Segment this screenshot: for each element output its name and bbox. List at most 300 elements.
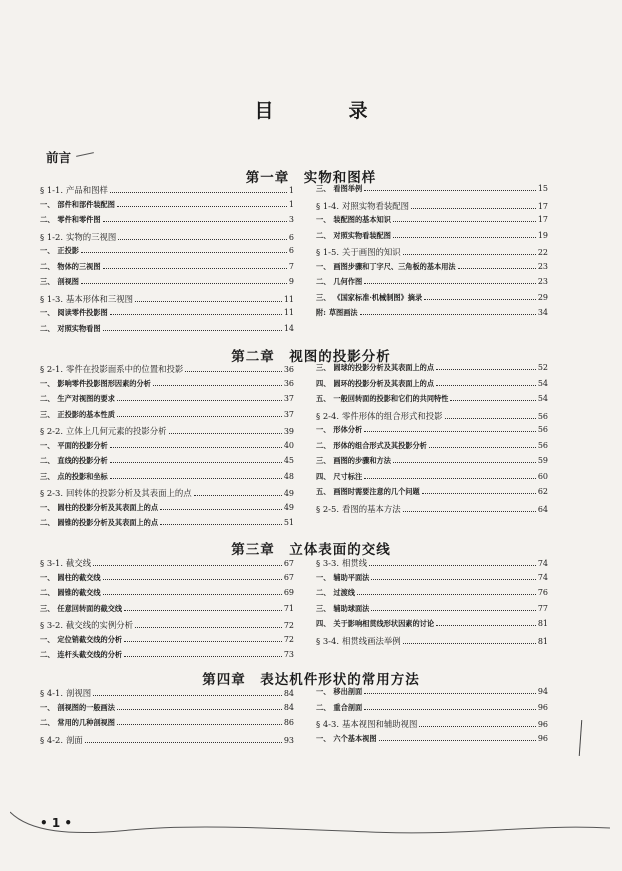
chapter-3-left-column — [40, 557, 294, 666]
entry-leader-dots — [110, 314, 282, 315]
entry-leader-dots — [411, 208, 536, 209]
entry-page-number: 37 — [283, 394, 294, 403]
entry-page-number: 56 — [537, 440, 548, 450]
entry-title: 圆锥的投影分析及其表面上的点 — [57, 518, 159, 527]
entry-title: 辅助平面法 — [333, 572, 370, 582]
entry-section-number: 二、 — [40, 650, 55, 659]
chapter-4-right-column — [316, 687, 548, 749]
toc-entry — [40, 518, 294, 534]
entry-section-number: § 2-5. — [316, 503, 339, 514]
entry-leader-dots — [160, 524, 282, 525]
entry-section-number: 二、 — [40, 456, 55, 465]
entry-section-number: 一、 — [40, 502, 55, 512]
entry-page-number: 36 — [283, 378, 294, 388]
entry-page-number: 93 — [283, 735, 294, 745]
entry-page-number: 23 — [537, 261, 548, 271]
toc-entry — [40, 650, 294, 666]
toc-entry — [40, 588, 294, 604]
toc-entry — [316, 277, 548, 293]
entry-title: 部件和部件装配图 — [57, 199, 115, 209]
entry-title: 对照实物看装配图 — [333, 230, 391, 240]
entry-section-number: 一、 — [40, 634, 55, 644]
entry-leader-dots — [379, 740, 536, 741]
entry-leader-dots — [81, 252, 287, 253]
toc-entry — [316, 604, 548, 620]
entry-leader-dots — [360, 314, 536, 315]
entry-title: 形体的组合形式及其投影分析 — [333, 440, 427, 450]
entry-section-number: 一、 — [40, 440, 55, 450]
entry-page-number: 14 — [283, 323, 294, 333]
entry-title: 草图画法 — [328, 308, 358, 317]
toc-entry — [316, 308, 548, 324]
toc-entry — [40, 441, 294, 457]
entry-title: 常用的几种剖视图 — [57, 718, 115, 727]
entry-section-number: 一、 — [316, 215, 331, 224]
entry-title: 形体分析 — [333, 425, 363, 434]
entry-section-number: 三、 — [40, 603, 55, 613]
toc-entry — [40, 425, 294, 441]
entry-section-number: 一、 — [316, 733, 331, 743]
toc-entry — [40, 363, 294, 379]
page-title: 目 录 — [254, 100, 396, 122]
entry-title: 截交线的实例分析 — [66, 620, 133, 630]
entry-page-number: 1 — [288, 199, 294, 209]
chapter-1-left-column — [40, 184, 294, 339]
toc-entry — [316, 557, 548, 573]
entry-section-number: 二、 — [40, 588, 55, 597]
entry-leader-dots — [110, 462, 282, 463]
entry-section-number: 二、 — [316, 440, 331, 450]
entry-section-number: 二、 — [316, 702, 331, 712]
entry-leader-dots — [450, 400, 535, 401]
entry-section-number: 附: — [316, 308, 326, 317]
entry-title: 基本形体和三视图 — [66, 293, 133, 304]
toc-entry — [316, 200, 548, 216]
entry-page-number: 96 — [537, 733, 548, 743]
entry-title: 过渡线 — [333, 588, 355, 597]
entry-section-number: 三、 — [40, 409, 55, 419]
entry-title: 回转体的投影分析及其表面上的点 — [66, 488, 192, 498]
entry-title: 直线的投影分析 — [57, 456, 108, 465]
entry-page-number: 73 — [283, 650, 294, 659]
toc-entry — [40, 557, 294, 573]
toc-entry — [40, 456, 294, 472]
entry-section-number: § 3-1. — [40, 558, 63, 568]
chapter-2-left-column — [40, 363, 294, 534]
entry-leader-dots — [93, 565, 282, 566]
entry-leader-dots — [103, 579, 282, 580]
entry-title: 正投影的基本性质 — [57, 409, 115, 419]
entry-leader-dots — [110, 192, 287, 193]
toc-entry — [316, 588, 548, 604]
chapter-1-right-column — [316, 184, 548, 324]
toc-entry — [40, 379, 294, 395]
entry-section-number: § 1-1. — [40, 185, 63, 195]
entry-title: 《国家标准·机械制图》摘录 — [333, 292, 423, 302]
entry-leader-dots — [371, 610, 535, 611]
entry-title: 剖视图 — [66, 688, 92, 698]
entry-title: 对照实物看图 — [57, 323, 101, 333]
toc-entry — [316, 410, 548, 426]
scan-edge-line — [10, 810, 610, 840]
entry-leader-dots — [118, 239, 287, 240]
toc-entry — [40, 472, 294, 488]
toc-entry — [40, 324, 294, 340]
entry-section-number: 一、 — [40, 308, 55, 317]
toc-entry — [40, 308, 294, 324]
entry-page-number: 6 — [288, 246, 294, 255]
toc-entry — [316, 472, 548, 488]
entry-page-number: 60 — [537, 471, 548, 481]
entry-title: 实物的三视图 — [66, 231, 117, 242]
entry-section-number: 二、 — [40, 518, 55, 527]
entry-section-number: § 1-4. — [316, 200, 339, 211]
toc-entry — [316, 635, 548, 651]
entry-title: 关于影响相贯线形状因素的讨论 — [333, 619, 435, 628]
entry-page-number: 74 — [537, 572, 548, 582]
entry-leader-dots — [436, 625, 536, 626]
toc-entry — [316, 425, 548, 441]
entry-section-number: 二、 — [40, 323, 55, 333]
entry-section-number: 一、 — [40, 702, 55, 712]
entry-page-number: 11 — [283, 294, 294, 304]
entry-leader-dots — [85, 742, 282, 743]
entry-section-number: 四、 — [316, 619, 331, 628]
entry-leader-dots — [117, 416, 282, 417]
entry-leader-dots — [393, 237, 536, 238]
entry-leader-dots — [364, 190, 536, 191]
entry-leader-dots — [445, 418, 536, 419]
toc-entry — [316, 394, 548, 410]
toc-entry — [316, 718, 548, 734]
toc-entry — [316, 734, 548, 750]
entry-title: 相贯线画法举例 — [342, 635, 401, 646]
entry-leader-dots — [422, 493, 536, 494]
entry-section-number: 一、 — [316, 261, 331, 271]
entry-page-number: 56 — [537, 425, 548, 434]
toc-entry — [316, 441, 548, 457]
entry-section-number: § 2-2. — [40, 426, 63, 436]
toc-entry — [40, 635, 294, 651]
entry-section-number: § 4-1. — [40, 688, 63, 698]
entry-page-number: 37 — [283, 409, 294, 419]
entry-page-number: 15 — [537, 184, 548, 193]
entry-page-number: 40 — [283, 440, 294, 450]
toc-entry — [316, 231, 548, 247]
entry-leader-dots — [153, 385, 282, 386]
entry-page-number: 67 — [283, 559, 294, 568]
entry-page-number: 19 — [537, 230, 548, 240]
entry-title: 画图的步骤和方法 — [333, 456, 391, 465]
entry-leader-dots — [160, 509, 282, 510]
entry-title: 尺寸标注 — [333, 471, 363, 481]
entry-page-number: 62 — [537, 487, 548, 496]
entry-section-number: 二、 — [40, 261, 55, 271]
entry-title: 平面的投影分析 — [57, 440, 108, 450]
entry-title: 关于画图的知识 — [342, 247, 401, 257]
entry-leader-dots — [371, 579, 535, 580]
entry-page-number: 72 — [283, 634, 294, 644]
entry-leader-dots — [135, 627, 282, 628]
entry-page-number: 49 — [283, 489, 294, 498]
entry-page-number: 29 — [537, 292, 548, 302]
entry-title: 正投影 — [57, 246, 79, 255]
entry-section-number: 三、 — [316, 184, 331, 193]
entry-section-number: § 1-3. — [40, 293, 63, 304]
entry-leader-dots — [369, 565, 536, 566]
entry-page-number: 52 — [537, 363, 548, 372]
toc-entry — [316, 619, 548, 635]
margin-scribble — [579, 720, 583, 756]
entry-title: 对照实物看装配图 — [342, 200, 409, 211]
entry-leader-dots — [419, 726, 535, 727]
entry-page-number: 76 — [537, 588, 548, 597]
entry-page-number: 48 — [283, 471, 294, 481]
entry-title: 圆柱的截交线 — [57, 572, 101, 582]
entry-title: 重合剖面 — [333, 702, 363, 712]
entry-section-number: § 3-4. — [316, 635, 339, 646]
chapter-2-right-column — [316, 363, 548, 518]
entry-title: 生产对视图的要求 — [57, 394, 115, 403]
entry-section-number: 三、 — [316, 292, 331, 302]
preface-heading: 前言 — [46, 150, 72, 165]
toc-entry — [40, 734, 294, 750]
entry-title: 看图的基本方法 — [342, 503, 401, 514]
entry-page-number: 9 — [288, 277, 294, 286]
preface-scribble — [76, 152, 94, 157]
entry-page-number: 81 — [537, 619, 548, 628]
entry-title: 几何作图 — [333, 277, 363, 286]
entry-page-number: 54 — [537, 394, 548, 403]
entry-title: 圆锥的截交线 — [57, 588, 101, 597]
toc-entry — [316, 503, 548, 519]
entry-title: 辅助球面法 — [333, 603, 370, 613]
entry-section-number: 三、 — [316, 603, 331, 613]
toc-entry — [316, 687, 548, 703]
toc-entry — [40, 246, 294, 262]
entry-leader-dots — [403, 254, 536, 255]
chapter-3-right-column — [316, 557, 548, 650]
toc-entry — [40, 262, 294, 278]
entry-title: 立体上几何元素的投影分析 — [66, 426, 167, 436]
entry-leader-dots — [81, 283, 287, 284]
entry-leader-dots — [117, 206, 287, 207]
entry-title: 移出剖面 — [333, 687, 363, 696]
entry-section-number: § 1-2. — [40, 231, 63, 242]
toc-entry — [40, 394, 294, 410]
entry-title: 画图时需要注意的几个问题 — [333, 487, 420, 496]
toc-entry — [40, 184, 294, 200]
toc-entry — [40, 487, 294, 503]
entry-leader-dots — [424, 299, 536, 300]
toc-entry — [316, 456, 548, 472]
entry-page-number: 6 — [288, 232, 294, 242]
entry-title: 圆球的投影分析及其表面上的点 — [333, 363, 435, 372]
entry-section-number: § 2-1. — [40, 364, 63, 374]
entry-page-number: 67 — [283, 572, 294, 582]
entry-title: 剖面 — [66, 734, 83, 745]
entry-page-number: 3 — [288, 215, 294, 224]
entry-leader-dots — [117, 724, 282, 725]
entry-page-number: 54 — [537, 378, 548, 388]
entry-page-number: 72 — [283, 621, 294, 630]
entry-leader-dots — [429, 447, 536, 448]
entry-title: 物体的三视图 — [57, 261, 101, 271]
entry-page-number: 84 — [283, 702, 294, 712]
entry-section-number: 一、 — [40, 378, 55, 388]
entry-page-number: 39 — [283, 427, 294, 436]
entry-leader-dots — [110, 447, 282, 448]
entry-leader-dots — [364, 693, 536, 694]
entry-page-number: 86 — [283, 718, 294, 727]
entry-title: 一般回转面的投影和它们的共同特性 — [333, 394, 449, 403]
entry-section-number: 三、 — [316, 456, 331, 465]
entry-leader-dots — [403, 643, 536, 644]
entry-title: 零件形体的组合形式和投影 — [342, 410, 443, 421]
toc-entry — [316, 573, 548, 589]
entry-title: 阅读零件投影图 — [57, 308, 108, 317]
entry-section-number: 二、 — [40, 718, 55, 727]
entry-page-number: 11 — [283, 308, 294, 317]
entry-leader-dots — [436, 369, 536, 370]
entry-title: 圆柱的投影分析及其表面上的点 — [57, 502, 159, 512]
entry-leader-dots — [103, 594, 282, 595]
entry-page-number: 96 — [537, 702, 548, 712]
toc-entry — [40, 604, 294, 620]
entry-section-number: 四、 — [316, 378, 331, 388]
toc-entry — [40, 503, 294, 519]
entry-page-number: 51 — [283, 518, 294, 527]
chapter-3-heading: 第三章 立体表面的交线 — [231, 542, 391, 558]
entry-leader-dots — [393, 462, 536, 463]
entry-page-number: 94 — [537, 687, 548, 696]
entry-section-number: 一、 — [316, 687, 331, 696]
entry-title: 连杆头截交线的分析 — [57, 650, 123, 659]
toc-entry — [40, 410, 294, 426]
toc-entry — [316, 262, 548, 278]
entry-leader-dots — [458, 268, 536, 269]
toc-entry — [40, 200, 294, 216]
entry-section-number: 二、 — [316, 277, 331, 286]
entry-title: 六个基本视图 — [333, 733, 377, 743]
entry-section-number: § 3-2. — [40, 620, 63, 630]
entry-page-number: 77 — [537, 603, 548, 613]
chapter-1-heading: 第一章 实物和图样 — [245, 170, 377, 186]
entry-page-number: 1 — [288, 186, 294, 195]
entry-title: 影响零件投影图形因素的分析 — [57, 378, 151, 388]
entry-title: 剖视图的一般画法 — [57, 702, 115, 712]
entry-title: 装配图的基本知识 — [333, 215, 391, 224]
entry-section-number: § 4-2. — [40, 734, 63, 745]
entry-section-number: 三、 — [40, 471, 55, 481]
entry-page-number: 36 — [283, 365, 294, 374]
toc-entry — [316, 215, 548, 231]
toc-entry — [40, 573, 294, 589]
toc-entry — [316, 363, 548, 379]
entry-section-number: 二、 — [40, 394, 55, 403]
entry-title: 剖视图 — [57, 277, 79, 286]
entry-leader-dots — [169, 433, 282, 434]
entry-leader-dots — [103, 268, 287, 269]
entry-title: 基本视图和辅助视图 — [342, 719, 418, 729]
entry-leader-dots — [103, 221, 287, 222]
entry-page-number: 22 — [537, 248, 548, 257]
entry-leader-dots — [393, 221, 536, 222]
entry-leader-dots — [357, 594, 536, 595]
toc-entry — [316, 703, 548, 719]
entry-page-number: 17 — [537, 215, 548, 224]
toc-entry — [40, 619, 294, 635]
entry-page-number: 17 — [537, 201, 548, 211]
entry-title: 零件在投影面系中的位置和投影 — [66, 364, 184, 374]
page-number: • 1 • — [40, 816, 73, 830]
entry-page-number: 23 — [537, 277, 548, 286]
entry-section-number: § 2-3. — [40, 488, 63, 498]
entry-title: 看图举例 — [333, 184, 363, 193]
entry-page-number: 34 — [537, 308, 548, 317]
toc-entry — [316, 246, 548, 262]
entry-section-number: § 4-3. — [316, 719, 339, 729]
toc-entry — [316, 379, 548, 395]
entry-page-number: 7 — [288, 261, 294, 271]
entry-section-number: 五、 — [316, 394, 331, 403]
entry-page-number: 74 — [537, 559, 548, 568]
entry-leader-dots — [124, 610, 282, 611]
entry-section-number: 三、 — [316, 363, 331, 372]
entry-leader-dots — [117, 400, 282, 401]
toc-entry — [40, 718, 294, 734]
entry-leader-dots — [364, 709, 536, 710]
entry-leader-dots — [364, 283, 536, 284]
entry-leader-dots — [436, 385, 536, 386]
chapter-4-heading: 第四章 表达机件形状的常用方法 — [202, 672, 420, 688]
entry-leader-dots — [124, 641, 282, 642]
entry-section-number: § 3-3. — [316, 558, 339, 568]
entry-title: 点的投影和坐标 — [57, 471, 108, 481]
entry-leader-dots — [117, 709, 282, 710]
entry-page-number: 96 — [537, 720, 548, 729]
toc-entry — [40, 687, 294, 703]
entry-title: 任意回转面的截交线 — [57, 603, 123, 613]
entry-leader-dots — [364, 431, 536, 432]
toc-entry — [316, 293, 548, 309]
entry-section-number: 一、 — [40, 572, 55, 582]
entry-section-number: § 2-4. — [316, 410, 339, 421]
toc-entry — [40, 293, 294, 309]
entry-section-number: 二、 — [316, 588, 331, 597]
entry-section-number: 二、 — [40, 215, 55, 224]
entry-page-number: 81 — [537, 636, 548, 646]
entry-title: 零件和零件图 — [57, 215, 101, 224]
entry-leader-dots — [135, 301, 282, 302]
entry-title: 圆环的投影分析及其表面上的点 — [333, 378, 435, 388]
entry-title: 截交线 — [66, 558, 92, 568]
entry-leader-dots — [124, 656, 282, 657]
entry-section-number: § 1-5. — [316, 247, 339, 257]
entry-title: 定位销截交线的分析 — [57, 634, 123, 644]
entry-page-number: 69 — [283, 588, 294, 597]
entry-section-number: 一、 — [316, 572, 331, 582]
entry-title: 画图步骤和丁字尺、三角板的基本用法 — [333, 261, 456, 271]
toc-entry — [40, 215, 294, 231]
entry-page-number: 64 — [537, 504, 548, 514]
toc-entry — [40, 231, 294, 247]
entry-section-number: 一、 — [40, 199, 55, 209]
entry-section-number: 五、 — [316, 487, 331, 496]
entry-section-number: 三、 — [40, 277, 55, 286]
entry-page-number: 45 — [283, 456, 294, 465]
entry-leader-dots — [110, 478, 282, 479]
